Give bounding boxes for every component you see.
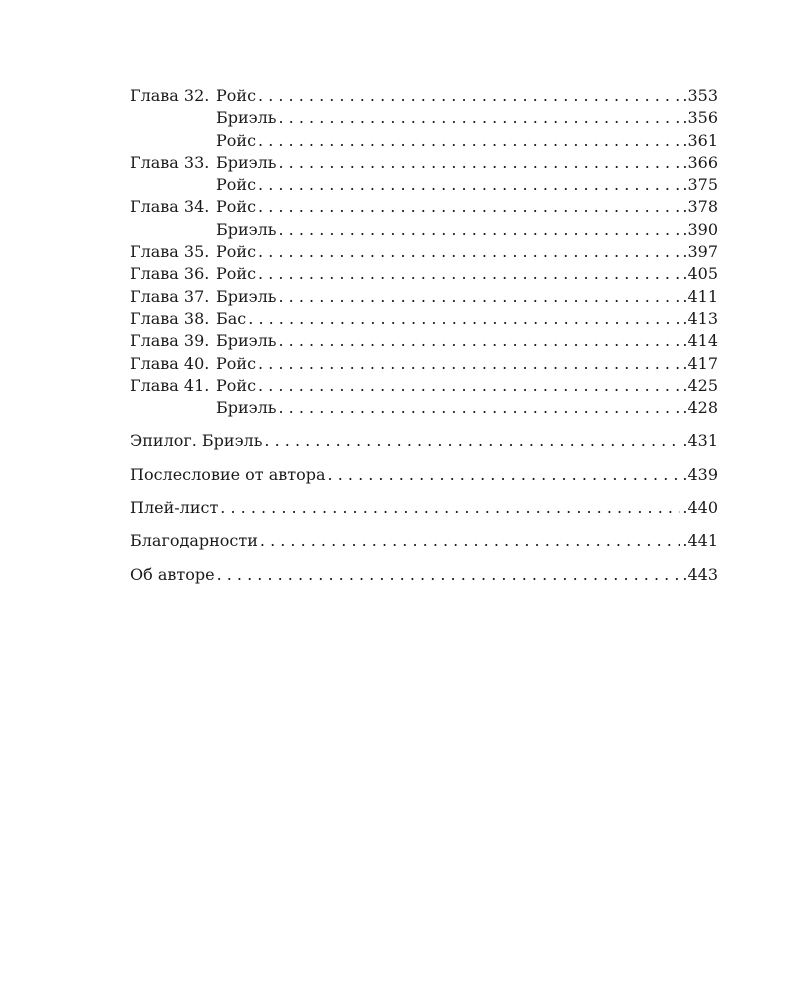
entry-title: Благодарности: [130, 531, 258, 551]
dot-leader: [258, 174, 680, 196]
toc-entry-chapter-32-part-2[interactable]: [130, 107, 718, 129]
toc-entry-chapter-34[interactable]: [130, 196, 718, 218]
dot-leader: [279, 330, 681, 352]
chapter-number: Глава 37.: [130, 286, 210, 306]
page-number: .425: [682, 375, 718, 395]
entry-title: Ройс: [216, 130, 257, 150]
entry-title: Ройс: [216, 353, 257, 373]
dot-leader: [258, 196, 680, 218]
toc-entry-acknowledgements[interactable]: [130, 530, 718, 552]
entry-title: Бриэль: [216, 331, 277, 351]
dot-leader: [258, 130, 680, 152]
page-number: .366: [682, 152, 718, 172]
entry-title: Бас: [216, 308, 247, 328]
entry-title: Об авторе: [130, 564, 215, 584]
page-number: .440: [682, 498, 718, 518]
toc-entry-chapter-32-part-3[interactable]: [130, 130, 718, 152]
toc-entry-playlist[interactable]: [130, 497, 718, 519]
toc-entry-chapter-41-part-2[interactable]: [130, 397, 718, 419]
page-number: .441: [682, 531, 718, 551]
dot-leader: [279, 286, 681, 308]
dot-leader: [258, 375, 680, 397]
toc-entry-chapter-36[interactable]: [130, 263, 718, 285]
page-number: .397: [682, 242, 718, 262]
dot-leader: [260, 530, 680, 552]
page-number: .353: [682, 86, 718, 105]
entry-title: Бриэль: [216, 108, 277, 128]
toc-entry-chapter-32[interactable]: [130, 85, 718, 107]
page-number: .361: [682, 130, 718, 150]
dot-leader: [279, 397, 681, 419]
chapter-number: Глава 33.: [130, 152, 210, 172]
toc-entry-chapter-40[interactable]: [130, 353, 718, 375]
chapter-number: Глава 32.: [130, 86, 210, 105]
chapter-number: Глава 35.: [130, 242, 210, 262]
entry-title: Бриэль: [216, 286, 277, 306]
dot-leader: [258, 263, 680, 285]
dot-leader: [258, 85, 680, 107]
dot-leader: [220, 497, 680, 519]
chapter-number: Глава 40.: [130, 353, 210, 373]
entry-title: Ройс: [216, 175, 257, 195]
chapter-number: Глава 41.: [130, 375, 210, 395]
entry-title: Послесловие от автора: [130, 464, 326, 484]
page-number: .439: [682, 464, 718, 484]
chapter-number: Глава 36.: [130, 264, 210, 284]
toc-entry-afterword[interactable]: [130, 464, 718, 486]
chapter-number: Глава 34.: [130, 197, 210, 217]
page-number: .356: [682, 108, 718, 128]
toc-entry-chapter-37[interactable]: [130, 286, 718, 308]
entry-title: Бриэль: [216, 398, 277, 418]
entry-title: Ройс: [216, 242, 257, 262]
dot-leader: [258, 353, 680, 375]
page-number: .414: [682, 331, 718, 351]
page-number: .375: [682, 175, 718, 195]
entry-title: Плей-лист: [130, 498, 219, 518]
toc-entry-chapter-41[interactable]: [130, 375, 718, 397]
chapter-number: Глава 39.: [130, 331, 210, 351]
toc-entry-chapter-38[interactable]: [130, 308, 718, 330]
dot-leader: [279, 219, 681, 241]
entry-title: Ройс: [216, 197, 257, 217]
dot-leader: [258, 241, 680, 263]
entry-title: Эпилог. Бриэль: [130, 431, 263, 451]
page-number: .417: [682, 353, 718, 373]
page-number: .443: [682, 564, 718, 584]
entry-title: Бриэль: [216, 152, 277, 172]
toc-entry-chapter-33[interactable]: [130, 152, 718, 174]
page-number: .431: [682, 431, 718, 451]
dot-leader: [248, 308, 680, 330]
entry-title: Ройс: [216, 264, 257, 284]
table-of-contents: [130, 85, 718, 586]
entry-title: Ройс: [216, 375, 257, 395]
dot-leader: [264, 430, 680, 452]
toc-entry-chapter-39[interactable]: [130, 330, 718, 352]
entry-title: Бриэль: [216, 219, 277, 239]
entry-title: Ройс: [216, 86, 257, 105]
chapter-number: Глава 38.: [130, 308, 210, 328]
page-number: .378: [682, 197, 718, 217]
toc-entry-about-author[interactable]: [130, 564, 718, 586]
page-number: .390: [682, 219, 718, 239]
toc-entry-chapter-34-part-2[interactable]: [130, 219, 718, 241]
page-number: .405: [682, 264, 718, 284]
toc-entry-chapter-35[interactable]: [130, 241, 718, 263]
toc-entry-epilogue[interactable]: [130, 430, 718, 452]
page-number: .411: [682, 286, 718, 306]
dot-leader: [217, 564, 681, 586]
toc-entry-chapter-33-part-2[interactable]: [130, 174, 718, 196]
dot-leader: [279, 107, 681, 129]
dot-leader: [328, 464, 681, 486]
dot-leader: [279, 152, 681, 174]
page-number: .428: [682, 398, 718, 418]
page-number: .413: [682, 308, 718, 328]
